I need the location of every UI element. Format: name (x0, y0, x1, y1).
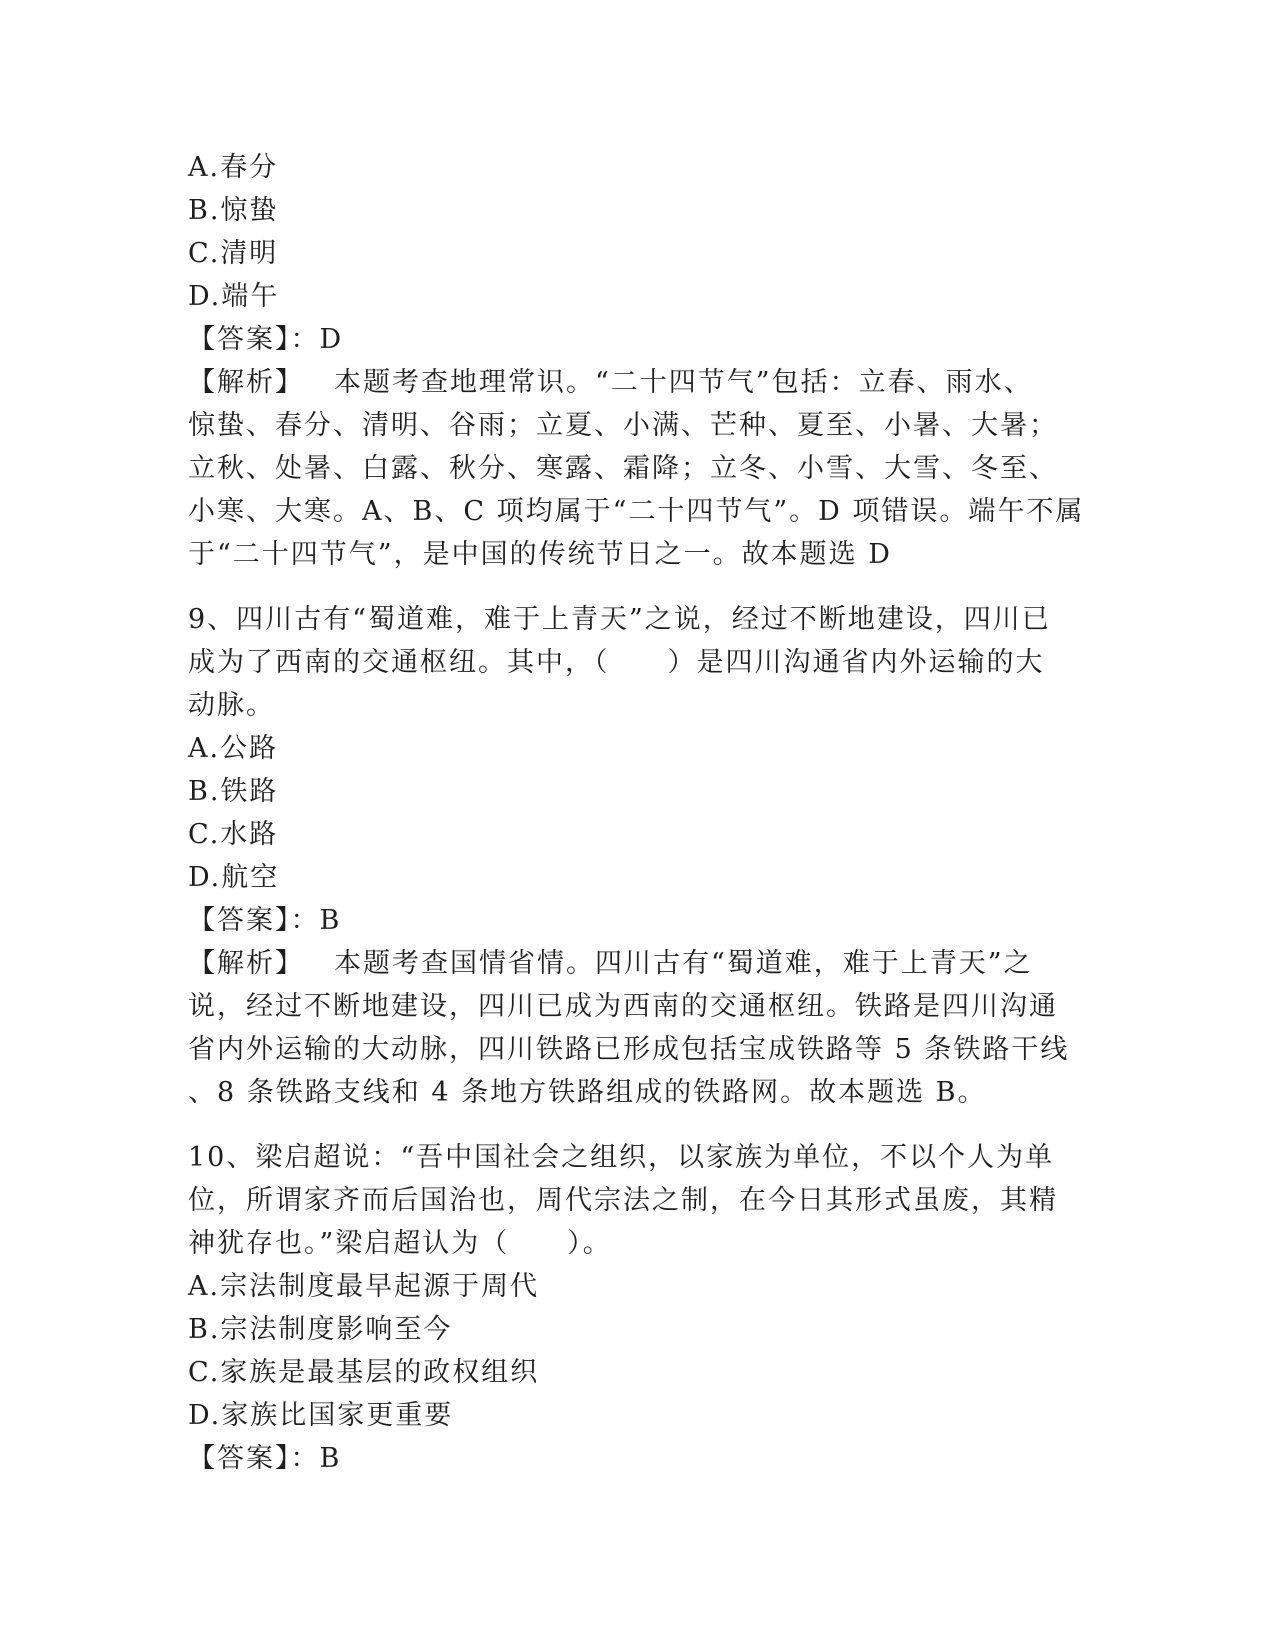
q10-option-c: C.家族是最基层的政权组织 (188, 1357, 540, 1388)
q10-option-d: D.家族比国家更重要 (188, 1400, 454, 1431)
q10-stem-line-2: 位，所谓家齐而后国治也，周代宗法之制，在今日其形式虽废，其精 (188, 1185, 1058, 1216)
q8-option-c: C.清明 (188, 238, 279, 269)
q9-option-a: A.公路 (188, 733, 279, 764)
spacer (188, 576, 1088, 598)
q8-analysis-label: 【解析】 (188, 367, 304, 398)
q8-analysis-line-2: 惊蛰、春分、清明、谷雨；立夏、小满、芒种、夏至、小暑、大暑； (188, 410, 1058, 441)
q8-analysis-text-1: 本题考查地理常识。“二十四节气”包括：立春、雨水、 (334, 367, 1033, 398)
q10-answer: 【答案】：B (188, 1443, 342, 1474)
q8-option-d: D.端午 (188, 281, 280, 312)
spacer (188, 1114, 1088, 1136)
q10-option-b: B.宗法制度影响至今 (188, 1314, 453, 1345)
q8-analysis-line-5: 于“二十四节气”，是中国的传统节日之一。故本题选 D (188, 539, 892, 570)
q9-analysis-label: 【解析】 (188, 948, 304, 979)
q9-option-c: C.水路 (188, 819, 279, 850)
q9-analysis-line-4: 、8 条铁路支线和 4 条地方铁路组成的铁路网。故本题选 B。 (188, 1077, 987, 1108)
q9-analysis-line-1 (188, 942, 1088, 985)
q9-option-d: D.航空 (188, 862, 280, 893)
q8-option-a: A.春分 (188, 152, 279, 183)
q9-stem-line-1: 9、四川古有“蜀道难，难于上青天”之说，经过不断地建设，四川已 (188, 604, 1051, 635)
q9-stem-line-3: 动脉。 (188, 690, 275, 721)
q8-analysis-line-4: 小寒、大寒。A、B、C 项均属于“二十四节气”。D 项错误。端午不属 (188, 496, 1085, 527)
q10-option-a: A.宗法制度最早起源于周代 (188, 1271, 540, 1302)
q8-option-b: B.惊蛰 (188, 195, 279, 226)
q9-answer: 【答案】：B (188, 905, 342, 936)
q8-analysis-line-1 (188, 361, 1088, 404)
q8-analysis-line-3: 立秋、处暑、白露、秋分、寒露、霜降；立冬、小雪、大雪、冬至、 (188, 453, 1058, 484)
q10-stem-line-1: 10、梁启超说：“吾中国社会之组织，以家族为单位，不以个人为单 (188, 1142, 1055, 1173)
q10-stem-line-3: 神犹存也。”梁启超认为（ ）。 (188, 1228, 612, 1259)
q9-analysis-line-3: 省内外运输的大动脉，四川铁路已形成包括宝成铁路等 5 条铁路干线 (188, 1034, 1070, 1065)
q9-analysis-line-2: 说，经过不断地建设，四川已成为西南的交通枢纽。铁路是四川沟通 (188, 991, 1058, 1022)
q9-stem-line-2: 成为了西南的交通枢纽。其中，（ ）是四川沟通省内外运输的大 (188, 647, 1045, 678)
q9-analysis-text-1: 本题考查国情省情。四川古有“蜀道难，难于上青天”之 (334, 948, 1033, 979)
document-content (188, 146, 1088, 1480)
q8-answer: 【答案】：D (188, 324, 344, 355)
q9-option-b: B.铁路 (188, 776, 279, 807)
